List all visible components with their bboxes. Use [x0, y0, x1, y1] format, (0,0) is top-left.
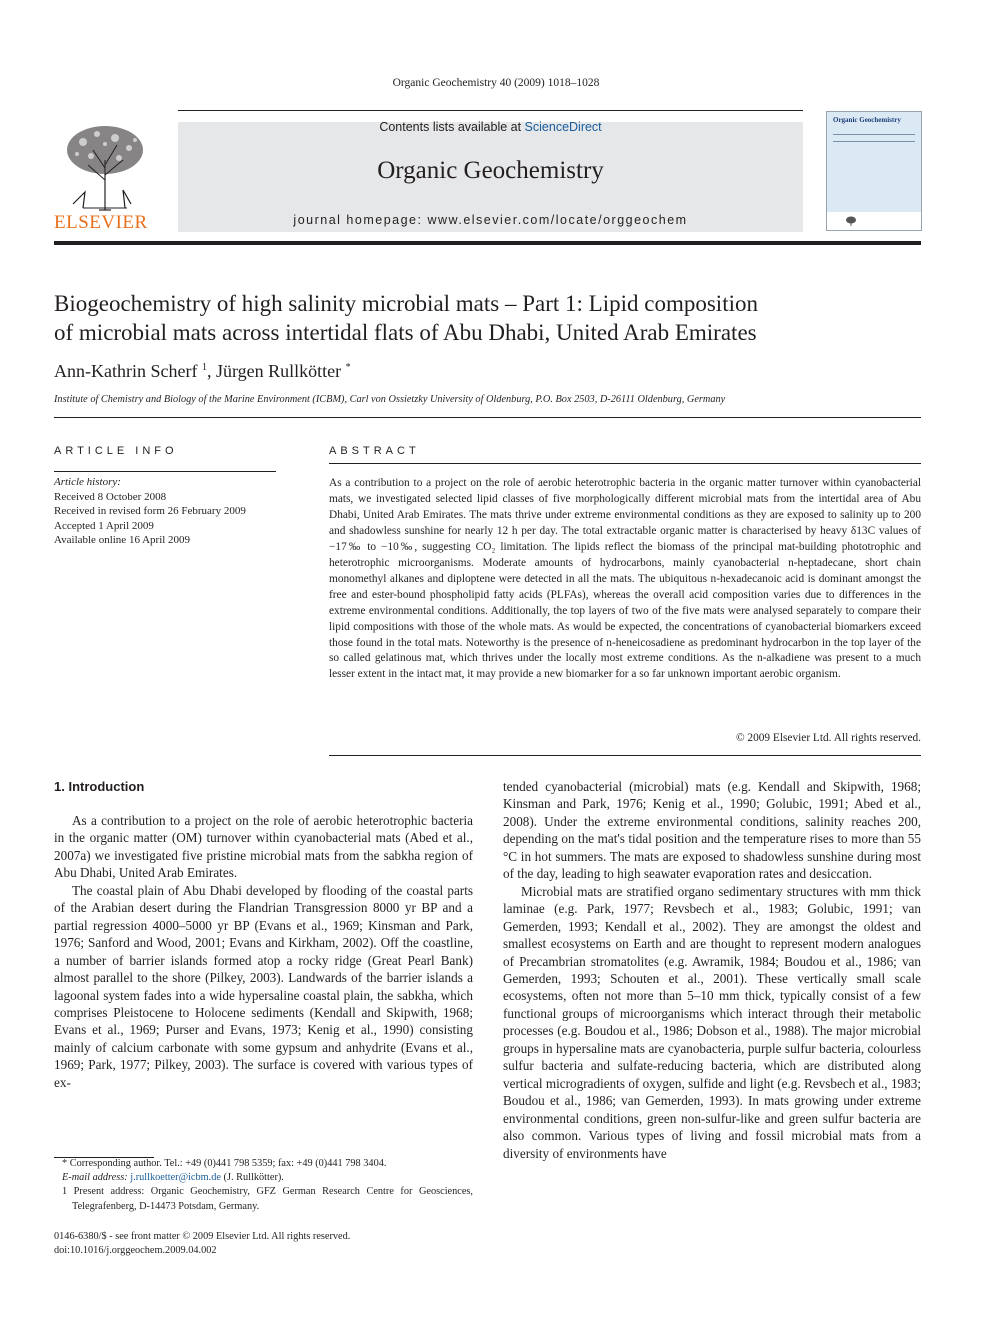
email-label: E-mail address:: [62, 1172, 131, 1184]
author-separator: ,: [206, 361, 216, 381]
cover-title: Organic Geochemistry: [833, 116, 901, 124]
article-title: [54, 290, 914, 347]
article-info-rule: [54, 471, 276, 472]
section-heading: 1. Introduction: [54, 779, 145, 794]
homepage-url[interactable]: www.elsevier.com/locate/orggeochem: [427, 213, 688, 227]
body-paragraph: As a contribution to a project on the role of aerobic heterotrophic bacteria in the organic matter (OM) turnover within cyanobacterial mats (Abed et al., 2007a) we investigated five pristine microbial mats from the sabkha region of Abu Dhabi, United Arab Emirates.: [54, 813, 473, 881]
issn-line: 0146-6380/$ - see front matter © 2009 Elsevier Ltd. All rights reserved.: [54, 1231, 351, 1242]
history-label: Article history:: [54, 476, 121, 488]
author-list: [54, 361, 854, 382]
history-online: Available online 16 April 2009: [54, 534, 191, 546]
footnotes: [54, 1157, 473, 1214]
body-paragraph: Microbial mats are stratified organo sedimentary structures with mm thick laminae (e.g. Park, 1977; Revsbech et al., 1983; Golubic, 1991; van Gemerden, 1993; Kendall et al., 2002). They are amongst the oldest and smallest ecosystems on Earth and are thought to represent modern analogues of Precambrian stromatolites (e.g. Awramik, 1984; Boudou et al., 1986; van Gemerden, 1993; Schouten et al., 2001). These vertically small scale ecosystems, often not more than 5–10 mm thick, typically consist of a few functional groups of microorganisms which interact through their metabolic processes (e.g. Boudou et al., 1986; Dobson et al., 1988). The major microbial groups in hypersaline mats are cyanobacteria, purple sulfur bacteria, colourless sulfur bacteria and sulfate-reducing bacteria, which are distributed along vertical microgradients of oxygen, sulfide and light (e.g. Revsbech et al., 1983; Boudou et al., 1986; van Gemerden, 1993). In mats growing under extreme environmental conditions, green non-sulfur-like and green sulfur bacteria are also common. Various types of living and fossil microbial mats from a diversity of environments have: [503, 883, 921, 1161]
elsevier-wordmark: ELSEVIER: [54, 212, 148, 233]
doi-line[interactable]: doi:10.1016/j.orggeochem.2009.04.002: [54, 1245, 217, 1257]
abstract-text: As a contribution to a project on the role of aerobic heterotrophic bacteria in the organic matter turnover within cyanobacterial mats, we investigated selected lipid classes of five morphologically different microbial mats from the intertidal area of Abu Dhabi, United Arab Emirates. The mats thrive under extreme environmental conditions as they are exposed to salinity up to 200 and shadowless sunshine for nearly 12 h per day. The total extractable organic matter is characterised by heavy δ13C values of −17‰ to −10‰, suggesting CO₂ limitation. The lipids reflect the biomass of the principal mat-building phototrophic and heterotrophic microorganisms. Moderate amounts of hydrocarbons, mainly cyanobacterial n-heptadecane, short chain monomethyl alkanes and diploptene were detected in all the mats. The ubiquitous n-hexadecanoic acid is dominant amongst the free and ester-bound phospholipid fatty acids (PLFAs), whereas the overall acid composition varies due to differences in the extreme environmental conditions. Additionally, the top layers of two of the five mats were analysed separately to compare their lipid compositions with those of the whole mats. As would be expected, the concentrations of cyanobacterial biomarkers exceed those found in the total mats. Noteworthy is the presence of n-heneicosadiene as predominant hydrocarbon in the top layer of the so called gelatinous mat, which thrives under the locally most extreme conditions. As the n-alkadiene was present to a much lesser extent in the intact mat, it may provide a new biomarker for a so far unknown important aerobic organism.: [329, 477, 921, 681]
article-title-line-1: Biogeochemistry of high salinity microbial mats – Part 1: Lipid composition: [54, 291, 758, 316]
corresponding-author-mark[interactable]: *: [345, 362, 351, 373]
author-name: Ann-Kathrin Scherf: [54, 361, 198, 381]
footnote-email: [54, 1171, 473, 1185]
abstract-rule: [329, 463, 921, 464]
body-column-left: [54, 812, 473, 1091]
history-revised: Received in revised form 26 February 2009: [54, 505, 246, 517]
author-footnote-mark[interactable]: 1: [201, 362, 207, 373]
cover-logo-icon: [845, 216, 857, 226]
email-link[interactable]: j.rullkoetter@icbm.de: [130, 1172, 221, 1184]
front-matter-info: [54, 1230, 554, 1258]
history-received: Received 8 October 2008: [54, 490, 167, 503]
abstract-heading: ABSTRACT: [329, 445, 420, 457]
journal-name: Organic Geochemistry: [377, 157, 604, 184]
journal-cover-thumbnail: [826, 111, 922, 231]
contents-prefix: Contents lists available at: [379, 120, 525, 134]
author-affiliation: Institute of Chemistry and Biology of the Marine Environment (ICBM), Carl von Ossietzky University of Oldenburg, P.O. Box 2503, D-26111 Oldenburg, Germany: [54, 394, 726, 405]
footnote-present-address: 1 Present address: Organic Geochemistry, GFZ German Research Centre for Geosciences, Telegrafenberg, D-14473 Potsdam, Germany.: [62, 1186, 473, 1212]
section-rule: [54, 417, 921, 418]
journal-citation: Organic Geochemistry 40 (2009) 1018–1028: [392, 77, 600, 89]
article-title-line-2: of microbial mats across intertidal flats of Abu Dhabi, United Arab Emirates: [54, 319, 757, 345]
homepage-prefix: journal homepage:: [293, 213, 428, 227]
author-name: Jürgen Rullkötter: [215, 361, 342, 381]
history-accepted: Accepted 1 April 2009: [54, 519, 154, 532]
footnote-corresponding: * Corresponding author. Tel.: +49 (0)441 798 5359; fax: +49 (0)441 798 3404.: [62, 1158, 387, 1169]
article-history: [54, 475, 276, 548]
journal-homepage: [178, 213, 803, 227]
article-info-heading: ARTICLE INFO: [54, 445, 178, 457]
header-thick-rule: [54, 241, 921, 245]
body-paragraph: tended cyanobacterial (microbial) mats (e.g. Kendall and Skipwith, 1968; Kinsman and Park, 1976; Kenig et al., 1990; Golubic, 1991; Abed et al., 2008). Under the extreme environmental conditions, salinity reaches 200, depending on the mat's tidal position and the temperature rises to more than 55 °C in hot summers. The mats are exposed to shadowless sunshine during most of the day, leading to high seawater evaporation rates and desiccation.: [503, 779, 921, 882]
sciencedirect-link[interactable]: ScienceDirect: [524, 120, 602, 134]
abstract-bottom-rule: [329, 755, 921, 756]
abstract-copyright: © 2009 Elsevier Ltd. All rights reserved.: [735, 732, 921, 744]
email-suffix: (J. Rullkötter).: [220, 1172, 284, 1184]
contents-line: [178, 120, 803, 134]
body-paragraph: The coastal plain of Abu Dhabi developed by flooding of the coastal parts of the Arabian desert during the Flandrian Transgression 8000 yr BP and a partial regression 4000–5000 yr BP (Evans et al., 1969; Kinsman and Park, 1976; Sanford and Wood, 2001; Evans and Kirkham, 2002). Off the coastline, a number of barrier islands formed atop a rocky ridge (Great Pearl Bank) almost parallel to the shore (Pilkey, 2003). Landwards of the barrier islands a lagoonal system fades into a wide hypersaline coastal plain, the sabkha, which comprises Pleistocene to Holocene sediments (Kendall and Skipwith, 1968; Evans et al., 1969; Purser and Evans, 1973; Kenig et al., 1990) consisting mainly of calcium carbonate with some gypsum and anhydrite (Evans et al., 1969; Park, 1977; Pilkey, 2003). The surface is covered with various types of ex-: [54, 882, 473, 1090]
cover-footer: [827, 212, 921, 230]
cover-rule: [833, 134, 915, 142]
header-rule: [178, 110, 803, 111]
body-column-right: [503, 778, 921, 1162]
